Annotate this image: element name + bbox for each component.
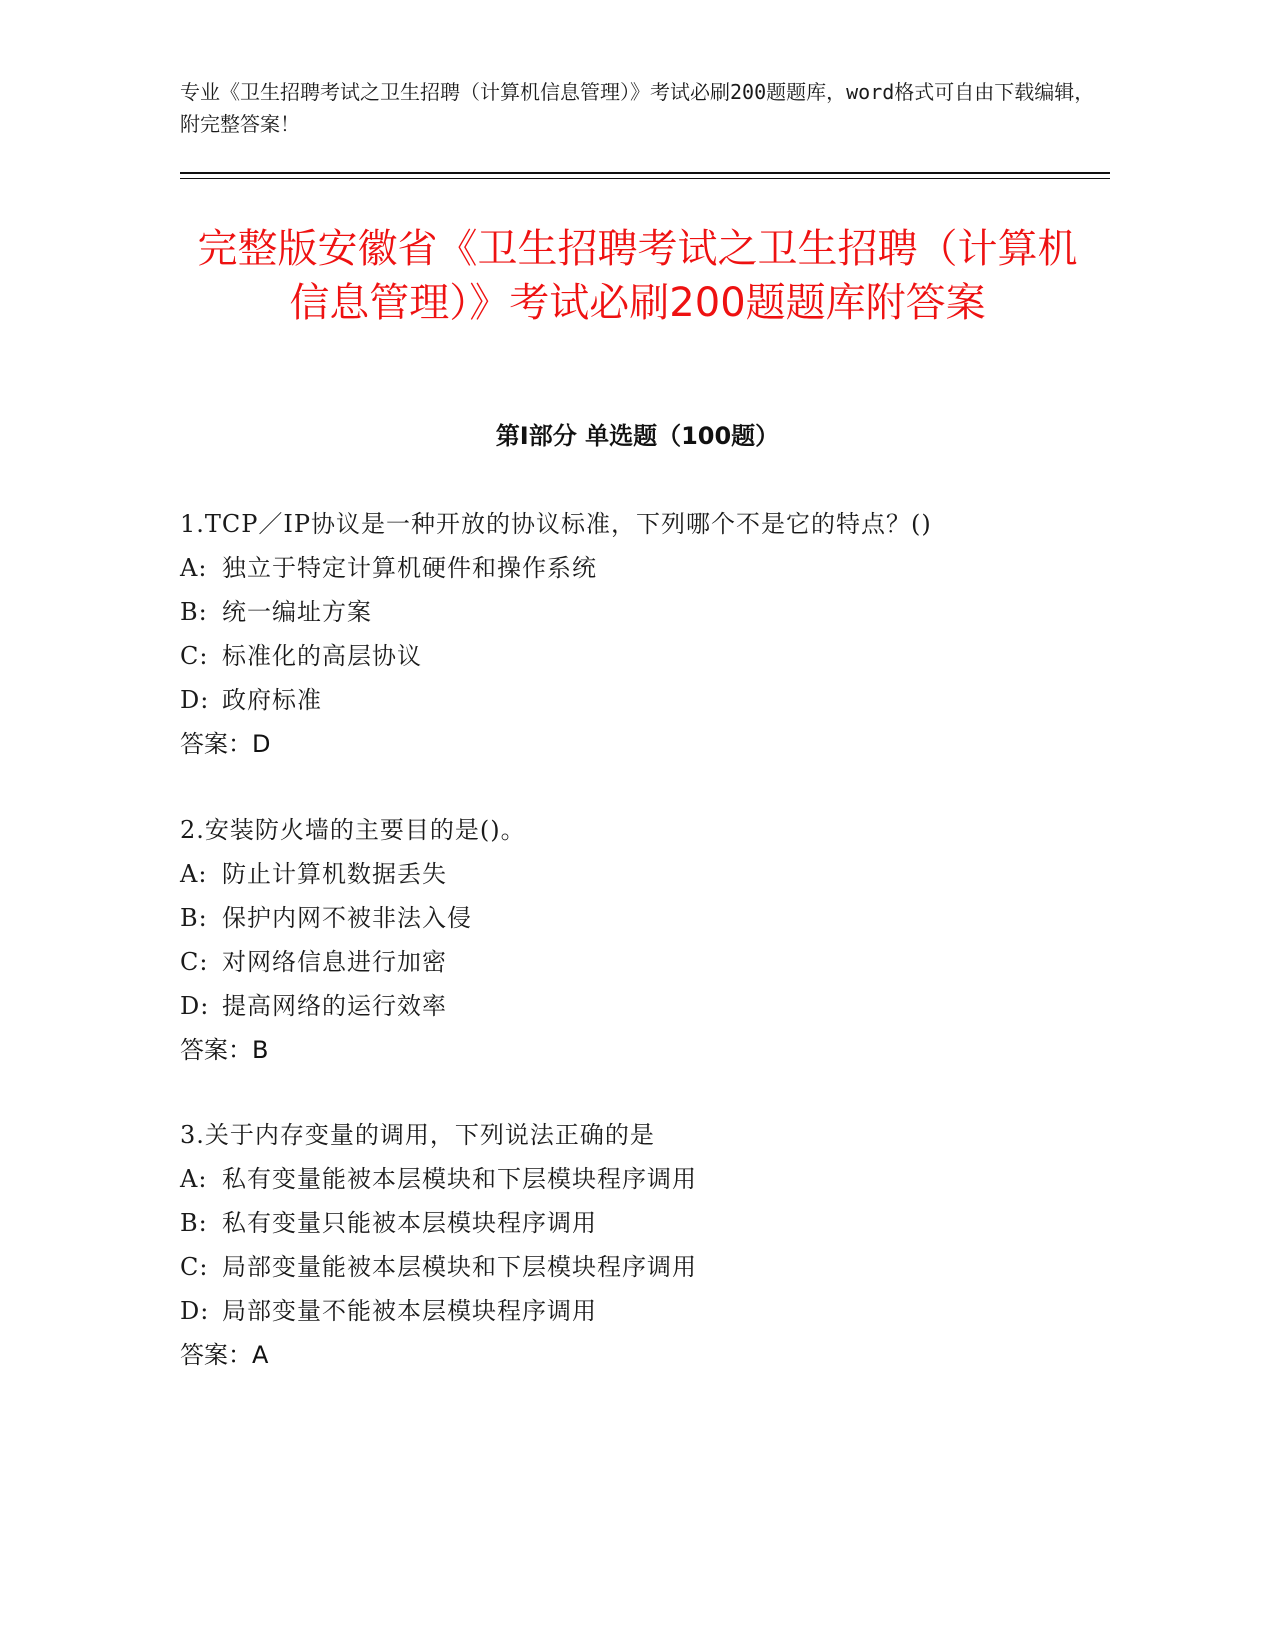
option-a (180, 1157, 1110, 1201)
option-label: A: (180, 554, 208, 582)
option-text: 防止计算机数据丢失 (222, 860, 447, 888)
question-stem: 1.TCP／IP协议是一种开放的协议标准，下列哪个不是它的特点？() (180, 510, 932, 538)
option-label: B: (180, 904, 208, 932)
option-text: 局部变量能被本层模块和下层模块程序调用 (222, 1253, 697, 1281)
option-b (180, 590, 1110, 634)
option-label: C: (180, 642, 209, 670)
option-label: D: (180, 992, 210, 1020)
option-label: B: (180, 1209, 208, 1237)
option-text: 私有变量只能被本层模块程序调用 (222, 1209, 597, 1237)
option-text: 对网络信息进行加密 (222, 948, 447, 976)
option-text: 保护内网不被非法入侵 (222, 904, 472, 932)
option-d (180, 984, 1110, 1028)
section-title: 第Ⅰ部分 单选题（100题） (495, 422, 780, 450)
option-c (180, 940, 1110, 984)
option-label: D: (180, 1297, 210, 1325)
answer-line: 答案：A (180, 1341, 269, 1369)
option-label: C: (180, 948, 209, 976)
option-text: 提高网络的运行效率 (222, 992, 447, 1020)
option-a (180, 546, 1110, 590)
question-stem: 3.关于内存变量的调用，下列说法正确的是 (180, 1121, 655, 1149)
option-b (180, 1201, 1110, 1245)
option-text: 局部变量不能被本层模块程序调用 (222, 1297, 597, 1325)
option-text: 统一编址方案 (222, 598, 372, 626)
document-title: 完整版安徽省《卫生招聘考试之卫生招聘（计算机信息管理）》考试必刷200题题库附答案 (197, 226, 1078, 326)
header-note: 专业《卫生招聘考试之卫生招聘（计算机信息管理）》考试必刷200题题库，word格式可自由下载编辑，附完整答案！ (180, 80, 1095, 136)
option-text: 标准化的高层协议 (222, 642, 422, 670)
option-label: A: (180, 1165, 208, 1193)
option-c (180, 634, 1110, 678)
header-divider-thick (180, 172, 1110, 174)
question-3 (180, 1113, 1110, 1377)
option-d (180, 1289, 1110, 1333)
answer-line: 答案：D (180, 730, 271, 758)
option-c (180, 1245, 1110, 1289)
option-b (180, 896, 1110, 940)
option-text: 独立于特定计算机硬件和操作系统 (222, 554, 597, 582)
option-d (180, 678, 1110, 722)
option-label: C: (180, 1253, 209, 1281)
question-stem: 2.安装防火墙的主要目的是()。 (180, 816, 526, 844)
question-2 (180, 808, 1110, 1072)
question-1 (180, 502, 1110, 766)
option-text: 私有变量能被本层模块和下层模块程序调用 (222, 1165, 697, 1193)
option-label: A: (180, 860, 208, 888)
option-label: D: (180, 686, 210, 714)
header-divider-thin (180, 178, 1110, 179)
option-a (180, 852, 1110, 896)
answer-line: 答案：B (180, 1036, 269, 1064)
option-label: B: (180, 598, 208, 626)
option-text: 政府标准 (222, 686, 322, 714)
